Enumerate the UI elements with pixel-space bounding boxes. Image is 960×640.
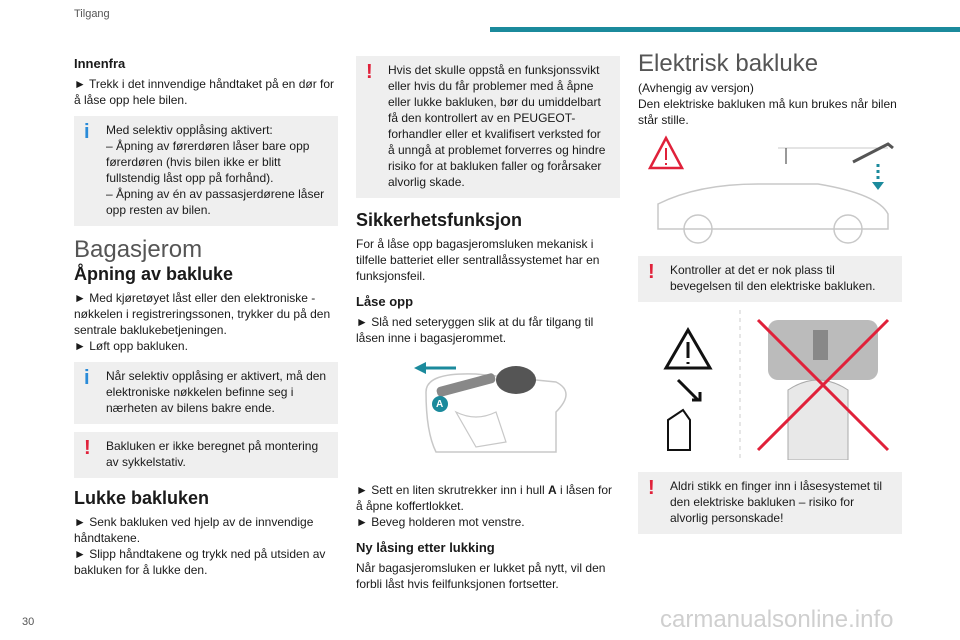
- column-3: [638, 50, 902, 542]
- sikkerhet-text: For å låse opp bagasjeromsluken mekanisk i tilfelle batteriet eller sentrallåssystemet har en funksjonsfeil.: [356, 237, 600, 283]
- warning-icon: !: [648, 261, 655, 283]
- warning-text: Hvis det skulle oppstå en funksjonssvikt eller hvis du får problemer med å åpne eller lukke bakluken, bør du umiddelbart få den kontrollert av en PEUGEOT-forhandler eller et kvalifisert verksted for å unngå at problemet forverres og hindre risiko for at bakluken faller og forårsaker alvorlig skade.: [388, 63, 606, 189]
- bagasjerom-heading: Bagasjerom: [74, 236, 203, 263]
- info-line: Med selektiv opplåsing aktivert:: [106, 123, 273, 137]
- car-svg: [638, 134, 902, 244]
- after-fig-bold: A: [547, 483, 557, 497]
- finger-illustration: [638, 310, 902, 464]
- apning-text: ► Løft opp bakluken.: [74, 339, 188, 353]
- lukke-text: ► Slipp håndtakene og trykk ned på utsiden av bakluken for å lukke den.: [74, 547, 326, 577]
- after-fig-1: ► Sett en liten skrutrekker inn i hull: [356, 483, 545, 497]
- laase-heading: Låse opp: [356, 294, 414, 309]
- warning-icon: !: [648, 477, 655, 499]
- info-box-selective: [74, 116, 338, 226]
- info-icon: i: [84, 367, 90, 389]
- info-icon: i: [84, 121, 90, 143]
- apning-text: ► Med kjøretøyet låst eller den elektroniske -nøkkelen i registreringssonen, trykker du på den sentrale baklukebetjeningen.: [74, 291, 331, 337]
- page-number: 30: [22, 616, 35, 628]
- watermark: carmanualsonline.info: [660, 606, 894, 633]
- ny-heading: Ny låsing etter lukking: [356, 540, 495, 555]
- info-line: – Åpning av førerdøren låser bare opp førerdøren (hvis bilen ikke er blitt fullstendig låst opp på forhånd).: [106, 139, 310, 185]
- finger-svg: [638, 310, 902, 460]
- warning-icon: !: [84, 437, 91, 459]
- fig-label-a: A: [436, 399, 444, 410]
- elektrisk-heading: Elektrisk bakluke: [638, 50, 819, 77]
- column-2: [356, 56, 620, 592]
- warning-box-bike: [74, 432, 338, 478]
- apning-heading: Åpning av bakluke: [74, 264, 234, 284]
- after-fig-2: i låsen for å åpne koffertlokket.: [356, 483, 612, 513]
- elektrisk-text: Den elektriske bakluken må kun brukes når bilen står stille.: [638, 97, 897, 127]
- lukke-heading: Lukke bakluken: [74, 488, 210, 508]
- car-illustration: [638, 134, 902, 248]
- header-section: Tilgang: [74, 8, 110, 20]
- warning-box-malfunction: [356, 56, 620, 198]
- warning-icon: !: [366, 61, 373, 83]
- warning-text: Bakluken er ikke beregnet på montering av sykkelstativ.: [106, 439, 319, 469]
- elektrisk-sub: (Avhengig av versjon): [638, 81, 754, 95]
- trunk-lock-svg: [356, 352, 620, 472]
- sikkerhet-heading: Sikkerhetsfunksjon: [356, 210, 523, 230]
- lock-illustration: [356, 352, 620, 476]
- after-fig-3: ► Beveg holderen mot venstre.: [356, 515, 525, 529]
- warning-text: Aldri stikk en finger inn i låsesystemet til den elektriske bakluken – risiko for alvorlig personskade!: [670, 479, 883, 525]
- after-fig-text: [356, 482, 620, 514]
- laase-text: ► Slå ned seteryggen slik at du får tilgang til låsen inne i bagasjerommet.: [356, 315, 594, 345]
- warning-box-finger: [638, 472, 902, 534]
- header-accent-bar: [490, 27, 960, 32]
- warning-text: Kontroller at det er nok plass til bevegelsen til den elektriske bakluken.: [670, 263, 876, 293]
- info-text: Når selektiv opplåsing er aktivert, må den elektroniske nøkkelen befinne seg i nærheten av bilens bakre ende.: [106, 369, 327, 415]
- warning-box-space: [638, 256, 902, 302]
- ny-text: Når bagasjeromsluken er lukket på nytt, vil den forbli låst hvis feilfunksjonen fortsetter.: [356, 561, 606, 591]
- lukke-text: ► Senk bakluken ved hjelp av de innvendige håndtakene.: [74, 515, 314, 545]
- info-line: – Åpning av én av passasjerdørene låser opp resten av bilen.: [106, 187, 325, 217]
- innenfra-text: ► Trekk i det innvendige håndtaket på en dør for å låse opp hele bilen.: [74, 77, 335, 107]
- info-box-key: [74, 362, 338, 424]
- innenfra-heading: Innenfra: [74, 56, 126, 71]
- column-1: [74, 56, 338, 578]
